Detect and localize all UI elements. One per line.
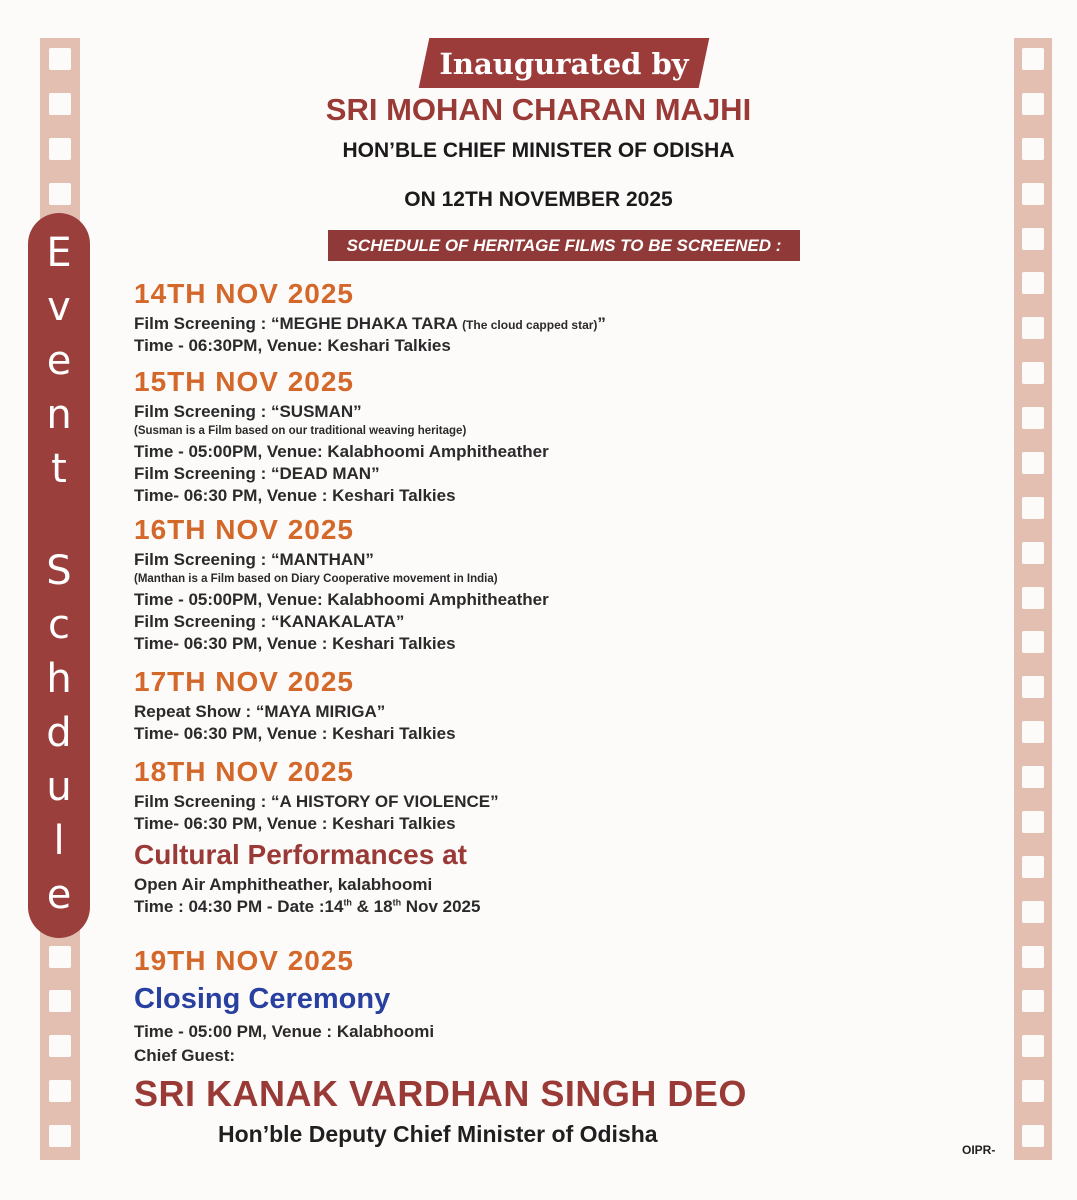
side-label-letter: d [46, 710, 72, 756]
screening-quote-close-14: ” [597, 314, 606, 333]
time-venue-14: Time - 06:30PM, Venue: Keshari Talkies [134, 336, 451, 355]
screening-title-14: Film Screening : “MEGHE DHAKA TARA [134, 314, 463, 333]
side-label-letter: t [51, 446, 67, 492]
screening-line-18: Film Screening : “A HISTORY OF VIOLENCE” [134, 792, 499, 811]
film-perforation [1022, 362, 1044, 384]
event-schedule-side-label [28, 213, 90, 938]
film-perforation [1022, 1125, 1044, 1147]
film-perforation [1022, 811, 1044, 833]
chief-guest-title: Hon’ble Deputy Chief Minister of Odisha [218, 1121, 658, 1147]
closing-heading: Closing Ceremony [134, 983, 391, 1015]
cultural-time [134, 897, 480, 917]
inaugurator-title: HON’BLE CHIEF MINISTER OF ODISHA [342, 139, 735, 162]
cultural-time-suffix: Nov 2025 [401, 897, 481, 916]
film-perforation [1022, 317, 1044, 339]
day-heading-18: 18TH NOV 2025 [134, 756, 354, 787]
screening-line-15b: Film Screening : “DEAD MAN” [134, 464, 380, 483]
film-perforation [1022, 856, 1044, 878]
day-heading-19: 19TH NOV 2025 [134, 945, 354, 976]
film-perforation [49, 1080, 71, 1102]
film-perforation [1022, 901, 1044, 923]
cultural-time-prefix: Time : 04:30 PM - Date :14 [134, 897, 344, 916]
film-perforation [1022, 631, 1044, 653]
film-note-15: (Susman is a Film based on our traditional weaving heritage) [134, 425, 467, 437]
film-perforation [1022, 228, 1044, 250]
screening-line-16b: Film Screening : “KANAKALATA” [134, 612, 405, 631]
credit-oipr: OIPR- [962, 1143, 996, 1157]
film-perforation [1022, 766, 1044, 788]
day-heading-17: 17TH NOV 2025 [134, 666, 354, 697]
film-perforation [1022, 587, 1044, 609]
film-perforation [1022, 676, 1044, 698]
day-heading-15: 15TH NOV 2025 [134, 366, 354, 397]
time-venue-15a: Time - 05:00PM, Venue: Kalabhoomi Amphitheather [134, 442, 549, 461]
screening-line-14 [134, 314, 606, 334]
film-perforation [1022, 272, 1044, 294]
day-heading-16: 16TH NOV 2025 [134, 514, 354, 545]
chief-guest-name: SRI KANAK VARDHAN SINGH DEO [134, 1073, 747, 1114]
film-perforation [49, 48, 71, 70]
film-perforation [1022, 452, 1044, 474]
screening-line-17: Repeat Show : “MAYA MIRIGA” [134, 702, 386, 721]
inauguration-date: ON 12TH NOVEMBER 2025 [404, 188, 673, 211]
film-perforation [1022, 497, 1044, 519]
schedule-banner-text: SCHEDULE OF HERITAGE FILMS TO BE SCREENED : [346, 236, 782, 255]
inaugurated-label: Inaugurated by [439, 47, 689, 81]
day-heading-14: 14TH NOV 2025 [134, 278, 354, 309]
inaugurator-name: SRI MOHAN CHARAN MAJHI [325, 92, 752, 127]
side-label-letter: h [46, 656, 72, 702]
side-label-letter: E [46, 230, 72, 276]
side-label-letter: v [47, 284, 71, 330]
screening-subtitle-14: (The cloud capped star) [462, 318, 598, 332]
side-label-letter: S [46, 548, 72, 594]
screening-line-15a: Film Screening : “SUSMAN” [134, 402, 362, 421]
chief-guest-label: Chief Guest: [134, 1046, 236, 1065]
film-perforation [49, 990, 71, 1012]
side-label-letter: n [46, 392, 72, 438]
side-label-letter: l [53, 818, 65, 864]
time-venue-16b: Time- 06:30 PM, Venue : Keshari Talkies [134, 634, 456, 653]
time-venue-18: Time- 06:30 PM, Venue : Keshari Talkies [134, 814, 456, 833]
cultural-sup-1: th [343, 897, 352, 908]
cultural-sup-2: th [392, 897, 402, 908]
side-label-letter: e [46, 338, 72, 384]
film-perforation [1022, 1035, 1044, 1057]
film-perforation [1022, 946, 1044, 968]
cultural-time-mid: & 18 [351, 897, 393, 916]
screening-line-16a: Film Screening : “MANTHAN” [134, 550, 374, 569]
film-note-16: (Manthan is a Film based on Diary Cooperative movement in India) [134, 573, 498, 585]
time-venue-17: Time- 06:30 PM, Venue : Keshari Talkies [134, 724, 456, 743]
film-perforation [49, 1125, 71, 1147]
cultural-heading: Cultural Performances at [134, 839, 467, 870]
film-perforation [49, 1035, 71, 1057]
side-label-letter: u [46, 764, 72, 810]
film-perforation [49, 946, 71, 968]
film-perforation [1022, 407, 1044, 429]
cultural-venue: Open Air Amphitheather, kalabhoomi [134, 875, 433, 894]
film-perforation [1022, 1080, 1044, 1102]
film-perforation [1022, 48, 1044, 70]
side-label-letter: c [48, 602, 70, 648]
film-perforation [1022, 721, 1044, 743]
closing-time-venue: Time - 05:00 PM, Venue : Kalabhoomi [134, 1022, 435, 1041]
film-perforation [1022, 990, 1044, 1012]
time-venue-16a: Time - 05:00PM, Venue: Kalabhoomi Amphitheather [134, 590, 549, 609]
film-perforation [1022, 542, 1044, 564]
time-venue-15b: Time- 06:30 PM, Venue : Keshari Talkies [134, 486, 456, 505]
side-label-letter: e [46, 872, 72, 918]
